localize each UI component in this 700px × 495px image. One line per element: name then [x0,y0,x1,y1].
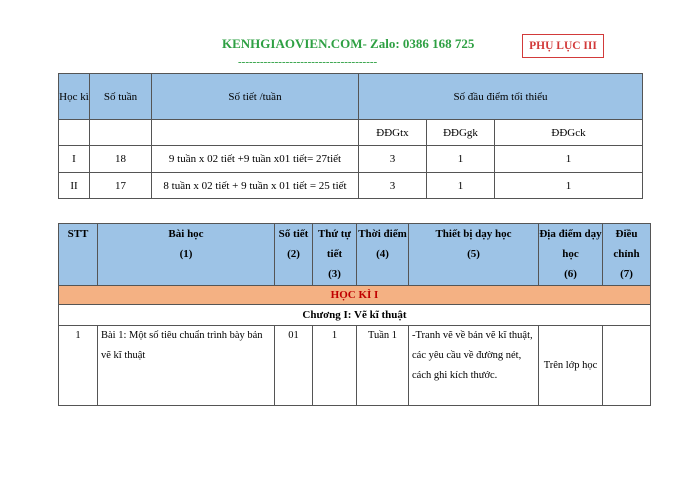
lesson-cell: Bài 1: Một số tiêu chuẩn trình bày bản vẽ kĩ thuật [98,326,275,406]
gk-cell: 1 [427,173,495,199]
order-header: Thứ tự tiết (3) [313,224,357,286]
periods-per-week-header: Số tiết /tuần [152,74,359,120]
tx-cell: 3 [359,173,427,199]
weeks-cell: 18 [90,146,152,173]
tx-header: ĐĐGtx [359,120,427,146]
gk-header: ĐĐGgk [427,120,495,146]
table-row [59,146,643,173]
weeks-cell: 17 [90,173,152,199]
table-row [59,326,651,406]
lesson-plan-table [58,223,651,406]
site-title: KENHGIAOVIEN.COM- Zalo: 0386 168 725 [222,36,475,51]
appendix-label: PHỤ LỤC III [522,34,604,58]
periods-cell: 01 [275,326,313,406]
plan-header-row [59,224,651,286]
gk-cell: 1 [427,146,495,173]
ck-header: ĐĐGck [495,120,643,146]
equipment-header: Thiết bị dạy học (5) [409,224,539,286]
time-header: Thời điểm (4) [357,224,409,286]
semester-label: HỌC KÌ I [59,286,651,305]
blank-cell [152,120,359,146]
location-cell: Trên lớp học [539,326,603,406]
lesson-header: Bài học (1) [98,224,275,286]
tx-cell: 3 [359,146,427,173]
equipment-cell: -Tranh vẽ về bản vẽ kĩ thuật, các yêu cầu về đường nét, cách ghi kích thước. [409,326,539,406]
semester-cell: II [59,173,90,199]
summary-header-row [59,74,643,120]
semester-header: Học kì [59,74,90,120]
chapter-row [59,305,651,326]
location-header: Địa điểm dạy học (6) [539,224,603,286]
periods-header: Số tiết (2) [275,224,313,286]
min-scores-header: Số đầu điểm tối thiểu [359,74,643,120]
adjust-header: Điều chỉnh (7) [603,224,651,286]
adjust-cell [603,326,651,406]
periods-cell: 9 tuần x 02 tiết +9 tuần x01 tiết= 27tiết [152,146,359,173]
time-cell: Tuần 1 [357,326,409,406]
table-row [59,173,643,199]
periods-cell: 8 tuần x 02 tiết + 9 tuần x 01 tiết = 25 tiết [152,173,359,199]
ck-cell: 1 [495,173,643,199]
summary-subheader-row [59,120,643,146]
blank-cell [90,120,152,146]
semester-cell: I [59,146,90,173]
semester-row [59,286,651,305]
order-cell: 1 [313,326,357,406]
stt-cell: 1 [59,326,98,406]
blank-cell [59,120,90,146]
ck-cell: 1 [495,146,643,173]
chapter-label: Chương I: Vẽ kĩ thuật [59,305,651,326]
weeks-header: Số tuần [90,74,152,120]
stt-header: STT [59,224,98,286]
summary-table [58,73,643,199]
title-underline: -------------------------------------- [238,56,378,68]
